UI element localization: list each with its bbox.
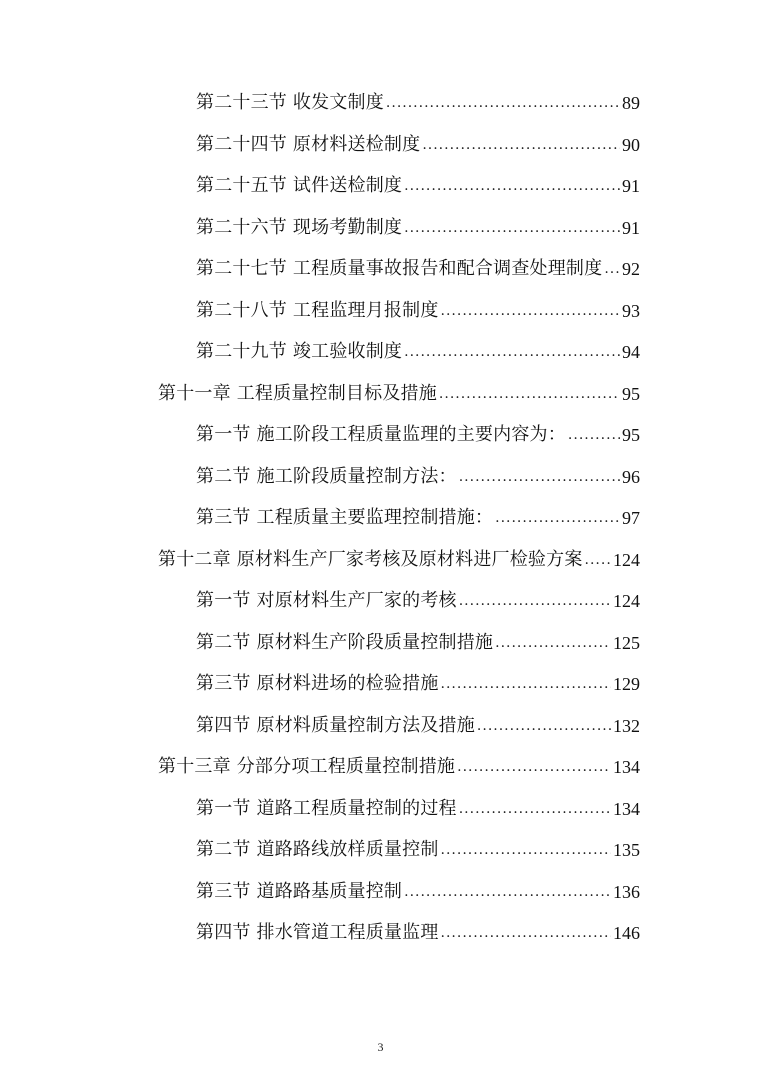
toc-entry-title: 第十二章 原材料生产厂家考核及原材料进厂检验方案: [158, 548, 583, 570]
toc-entry[interactable]: [196, 213, 640, 243]
toc-dot-leader: [441, 835, 611, 865]
page-number: 3: [377, 1040, 384, 1054]
toc-entry-page: 89: [622, 93, 640, 113]
toc-dot-leader: [404, 337, 620, 367]
toc-entry-title: 第二十六节 现场考勤制度: [196, 216, 403, 238]
toc-dot-leader: [459, 794, 611, 824]
toc-entry-page: 129: [613, 674, 640, 694]
toc-entry[interactable]: [196, 711, 640, 741]
toc-entry[interactable]: [196, 88, 640, 118]
toc-entry-title: 第三节 道路路基质量控制: [196, 880, 403, 902]
toc-entry-title: 第一节 对原材料生产厂家的考核: [196, 590, 457, 611]
toc-dot-leader: [477, 711, 611, 741]
toc-entry-title: 第四节 排水管道工程质量监理: [196, 922, 439, 943]
toc-dot-leader: [441, 296, 620, 326]
toc-dot-leader: [441, 918, 611, 948]
toc-entry-title: 第三节 原材料进场的检验措施: [196, 673, 439, 694]
toc-entry-page: 134: [613, 757, 640, 777]
toc-entry[interactable]: [196, 877, 640, 907]
toc-entry-page: 124: [613, 591, 640, 611]
toc-entry-title: 第一节 道路工程质量控制的过程: [196, 797, 457, 819]
toc-dot-leader: [441, 669, 611, 699]
toc-entry[interactable]: [196, 462, 640, 492]
toc-entry[interactable]: [196, 337, 640, 367]
toc-entry-title: 第二十八节 工程监理月报制度: [196, 299, 439, 321]
toc-entry[interactable]: [196, 835, 640, 865]
toc-entry-page: 134: [613, 798, 640, 819]
toc-entry[interactable]: [196, 794, 640, 824]
toc-entry-title: 第二十三节 收发文制度: [196, 92, 384, 113]
toc-entry-title: 第二十四节 原材料送检制度: [196, 133, 421, 155]
toc-dot-leader: [422, 130, 620, 160]
toc-dot-leader: [404, 877, 611, 907]
toc-dot-leader: [495, 628, 611, 658]
toc-entry-title: 第二节 施工阶段质量控制方法：: [196, 465, 457, 487]
toc-entry-title: 第一节 施工阶段工程质量监理的主要内容为：: [196, 424, 566, 445]
toc-entry-title: 第二十九节 竣工验收制度: [196, 341, 403, 362]
toc-entry-page: 91: [622, 176, 640, 196]
toc-entry-page: 91: [622, 217, 640, 238]
toc-dot-leader: [495, 503, 620, 533]
toc-entry-page: 136: [613, 881, 640, 902]
toc-entry[interactable]: [196, 130, 640, 160]
toc-dot-leader: [604, 254, 620, 284]
toc-entry-page: 135: [613, 840, 640, 860]
toc-entry-title: 第十三章 分部分项工程质量控制措施: [158, 756, 456, 777]
toc-chapter-entry[interactable]: [158, 752, 640, 782]
toc-entry-page: 97: [622, 508, 640, 528]
toc-entry[interactable]: [196, 669, 640, 699]
toc-entry-title: 第十一章 工程质量控制目标及措施: [158, 382, 437, 404]
toc-dot-leader: [404, 171, 620, 201]
toc-entry-page: 95: [622, 425, 640, 445]
toc-chapter-entry[interactable]: [158, 545, 640, 575]
toc-entry[interactable]: [196, 628, 640, 658]
toc-entry-page: 92: [622, 259, 640, 279]
toc-entry-page: 96: [622, 466, 640, 487]
toc-entry-title: 第三节 工程质量主要监理控制措施：: [196, 507, 494, 528]
toc-entry-page: 94: [622, 342, 640, 362]
toc-entry[interactable]: [196, 296, 640, 326]
toc-entry-page: 132: [613, 715, 640, 736]
toc-entry-title: 第二节 道路路线放样质量控制: [196, 839, 439, 860]
toc-entry[interactable]: [196, 586, 640, 616]
toc-entry[interactable]: [196, 918, 640, 948]
toc-entry-title: 第二节 原材料生产阶段质量控制措施: [196, 631, 494, 653]
toc-entry-page: 146: [613, 923, 640, 943]
toc-dot-leader: [568, 420, 620, 450]
toc-entry-page: 90: [622, 134, 640, 155]
toc-entry-page: 124: [613, 549, 640, 570]
toc-entry[interactable]: [196, 420, 640, 450]
toc-entry[interactable]: [196, 171, 640, 201]
toc-entry-page: 125: [613, 632, 640, 653]
toc-dot-leader: [439, 379, 620, 409]
toc-entry-title: 第四节 原材料质量控制方法及措施: [196, 714, 475, 736]
toc-dot-leader: [459, 586, 611, 616]
toc-chapter-entry[interactable]: [158, 379, 640, 409]
toc-dot-leader: [457, 752, 611, 782]
toc-entry[interactable]: [196, 503, 640, 533]
toc-dot-leader: [585, 545, 611, 575]
toc-dot-leader: [386, 88, 620, 118]
toc-entry-title: 第二十五节 试件送检制度: [196, 175, 403, 196]
toc-entry[interactable]: [196, 254, 640, 284]
toc-entry-page: 93: [622, 300, 640, 321]
toc-dot-leader: [459, 462, 620, 492]
toc-entry-title: 第二十七节 工程质量事故报告和配合调查处理制度: [196, 258, 603, 279]
toc-entry-page: 95: [622, 383, 640, 404]
toc-dot-leader: [404, 213, 620, 243]
